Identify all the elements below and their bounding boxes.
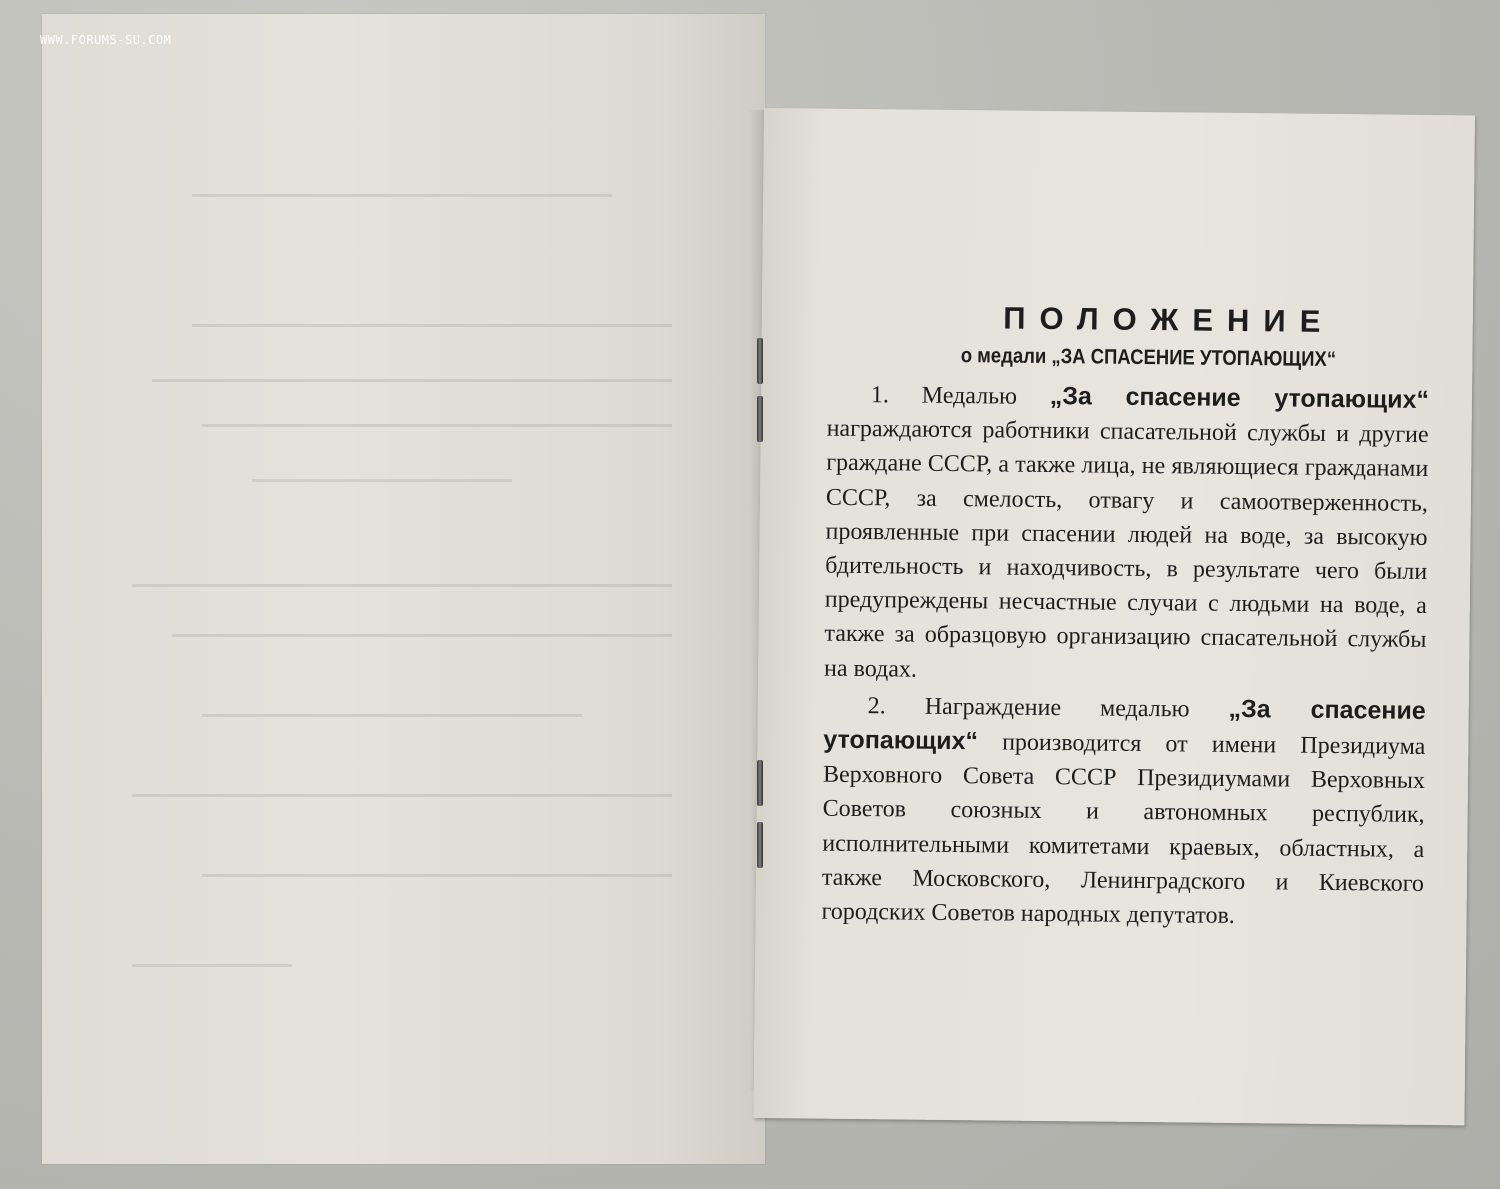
paragraph-2-medal-name: „За спасение утопающих“ (823, 694, 1426, 756)
watermark: WWW.FORUMS-SU.COM (40, 33, 172, 47)
show-through-print (112, 114, 672, 1014)
paragraph-2-text: производится от имени Президиума Верховного Совета СССР Президиумами Верховных Советов союзных и автономных республик, исполнительными комитетами краевых, областных, а также Московского, Ленинградского и Киевского городских Советов народных депутатов. (821, 729, 1426, 930)
document-subtitle: о медали „ЗА СПАСЕНИЕ УТОПАЮЩИХ“ (960, 344, 1337, 372)
paragraph-2-number: 2. Награждение медалью (867, 692, 1190, 723)
paragraph-1-text: награждаются работники спасательной службы и другие граждане СССР, а также лица, не являющиеся гражданами СССР, за смелость, отвагу и самоотверженность, проявленные при спасении людей на воде, за высокую бдительность и находчивость, в результате чего были предупреждены несчастные случаи с людьми на воде, а также за образцовую организацию спасательной службы на водах. (824, 415, 1429, 683)
staple-bottom-lower (757, 822, 763, 868)
paragraph-1-number: 1. Медалью (870, 382, 1018, 410)
staple-top-lower (757, 396, 763, 442)
paragraph-1-medal-name: „За спасение утопающих“ (1049, 382, 1430, 414)
paragraph-2 (821, 687, 1425, 935)
paragraph-1 (824, 377, 1429, 692)
left-page (42, 14, 765, 1164)
right-page (753, 108, 1475, 1125)
regulation-text (821, 299, 1430, 936)
staple-bottom-upper (757, 760, 763, 806)
document-title: ПОЛОЖЕНИЕ (1003, 300, 1335, 339)
staple-top-upper (757, 338, 763, 384)
